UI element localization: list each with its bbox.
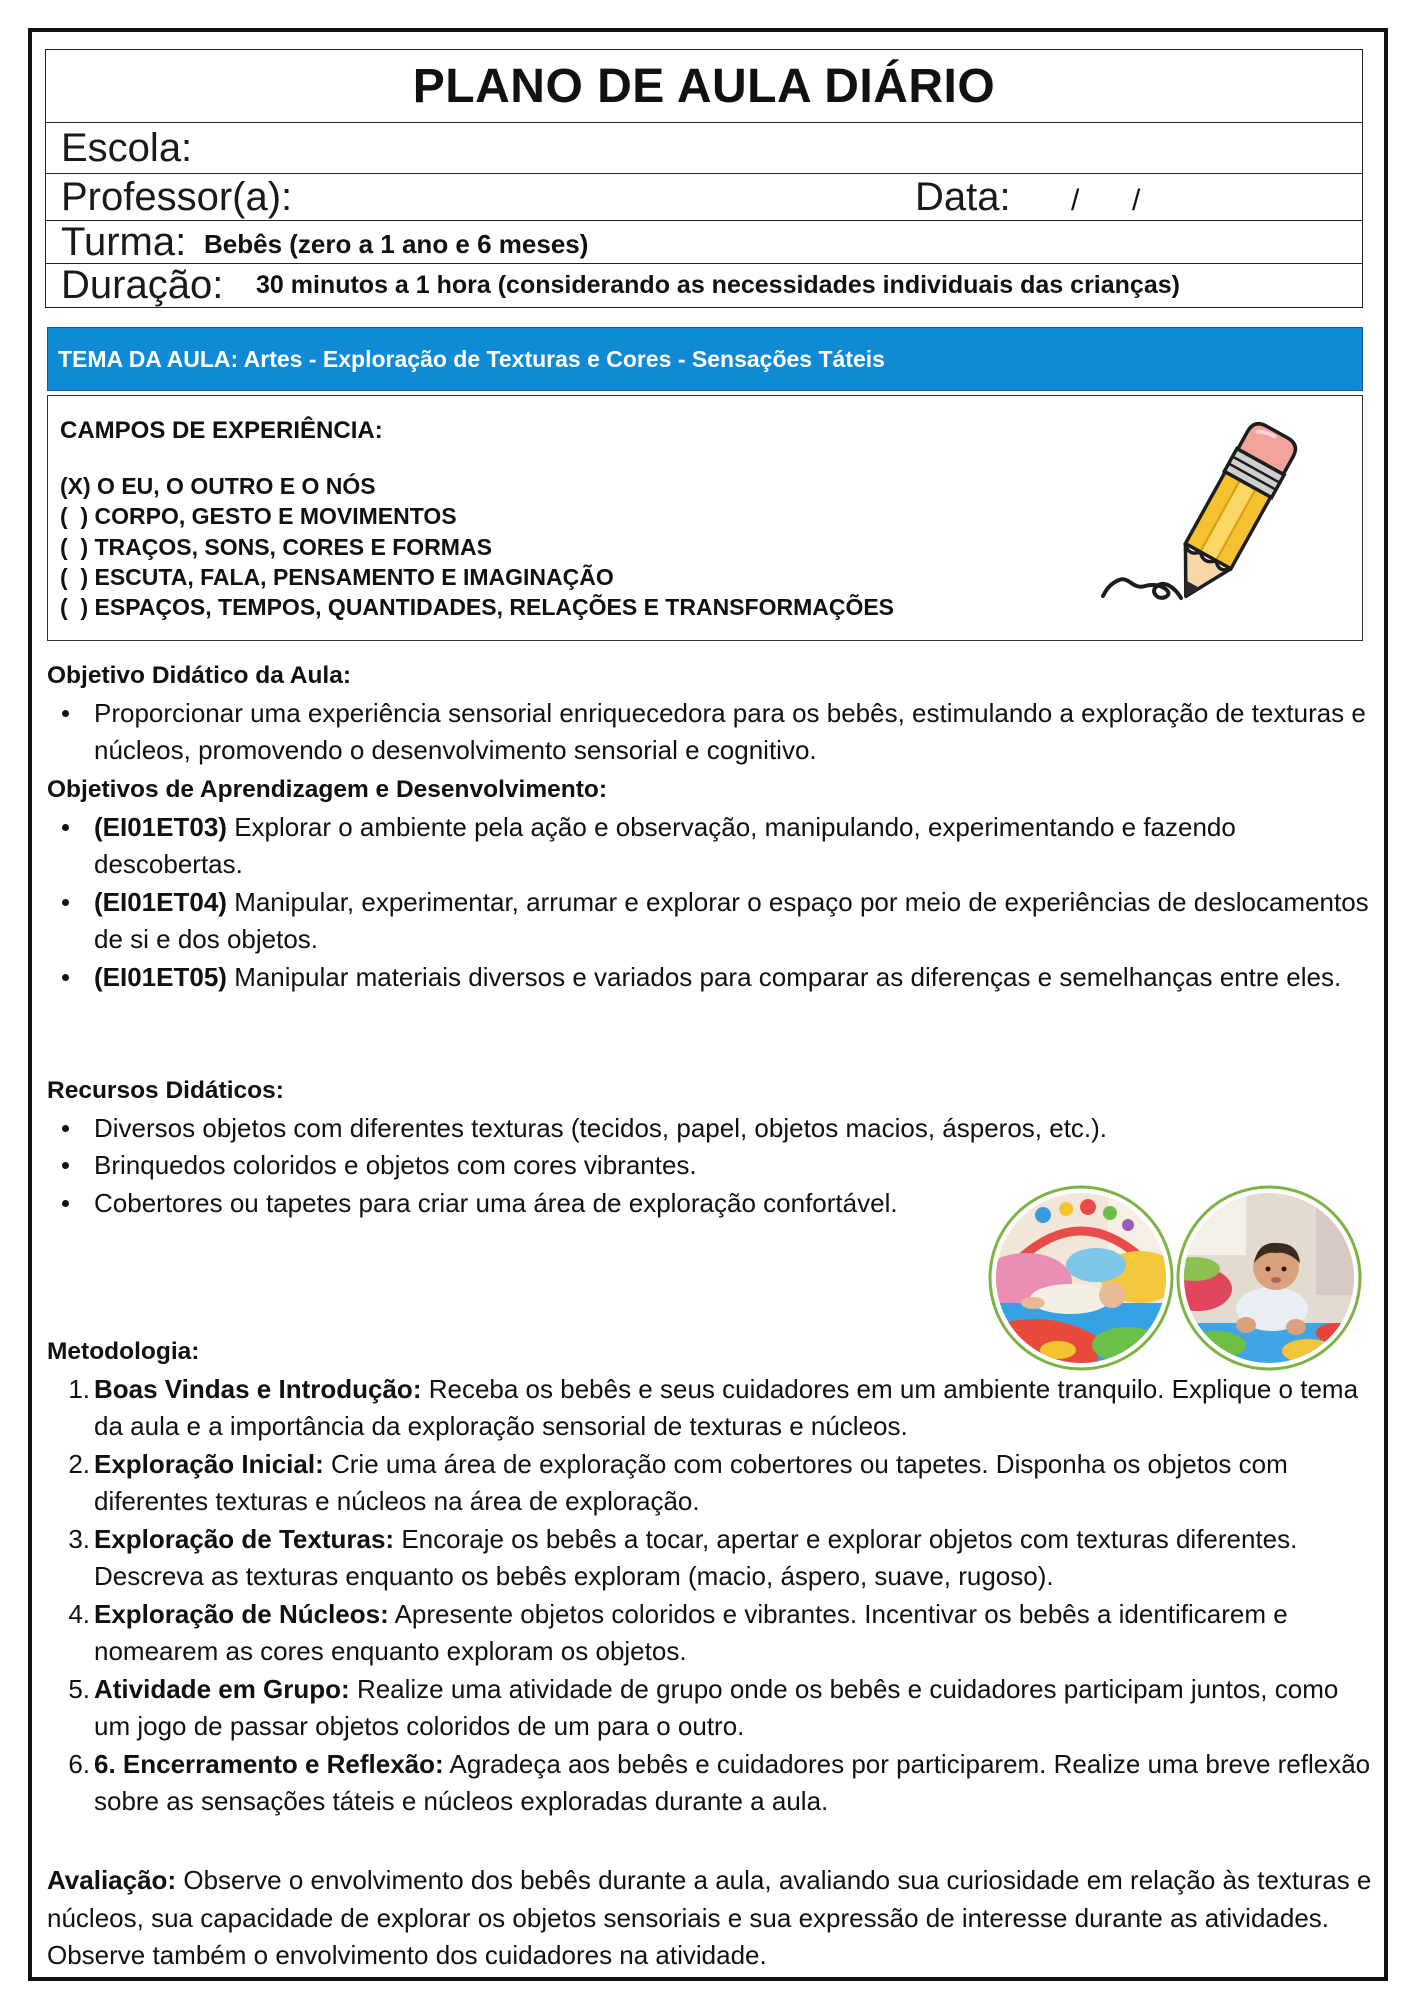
class-row [46,221,1362,264]
list-item: Diversos objetos com diferentes texturas (tecidos, papel, objetos macios, ásperos, etc.). [47,1110,1379,1148]
section-title: Recursos Didáticos: [47,1077,284,1104]
school-row [46,123,1362,174]
list-item [47,809,1379,884]
date-separator: / [1132,184,1141,217]
bullet-list [47,695,1379,770]
step-title: Atividade em Grupo: [94,1673,350,1704]
school-label: Escola: [61,125,193,170]
list-item [47,1671,1379,1746]
step-number: 2. [68,1448,90,1479]
date-label: Data: [915,174,1011,219]
experience-field-item: ( ) ESCUTA, FALA, PENSAMENTO E IMAGINAÇÃO [60,563,614,590]
methodology-section [47,1333,1379,1821]
step-text: Agradeça aos bebês e cuidadores por participarem. Realize uma breve reflexão sobre as sensações táteis e núcleos exploradas durante a aula. [94,1748,1371,1816]
objective-code: (EI01ET03) [94,811,227,842]
step-title: Exploração de Núcleos: [94,1598,389,1629]
section-title: Objetivos de Aprendizagem e Desenvolvimento: [47,776,608,803]
step-title: Exploração de Texturas: [94,1523,395,1554]
step-number: 4. [68,1598,90,1629]
step-number: 5. [68,1673,90,1704]
objective-code: (EI01ET04) [94,886,227,917]
experience-field-item: ( ) TRAÇOS, SONS, CORES E FORMAS [60,533,492,560]
date-separator: / [1071,184,1080,217]
objective-text: Manipular materiais diversos e variados para comparar as diferenças e semelhanças entre eles. [234,961,1342,992]
evaluation-label: Avaliação: [47,1865,177,1895]
step-text: Encoraje os bebês a tocar, apertar e explorar objetos com texturas diferentes. Descreva as texturas enquanto os bebês exploram (macio, áspero, suave, rugoso). [94,1523,1298,1591]
lesson-theme-text: TEMA DA AULA: Artes - Exploração de Texturas e Cores - Sensações Táteis [58,346,885,372]
list-item [47,884,1379,959]
duration-value: 30 minutos a 1 hora (considerando as necessidades individuais das crianças) [256,271,1180,299]
step-title: 6. Encerramento e Reflexão: [94,1748,444,1779]
evaluation-text: Observe o envolvimento dos bebês durante a aula, avaliando sua curiosidade em relação às texturas e núcleos, sua capacidade de explorar os objetos sensoriais e sua expressão de interesse durante as atividades. Observe também o envolvimento dos cuidadores na atividade. [47,1865,1372,1970]
list-item [47,1371,1379,1446]
step-number: 1. [68,1373,90,1404]
objective-text: Explorar o ambiente pela ação e observação, manipulando, experimentando e fazendo descobertas. [94,811,1236,879]
experience-fields-title: CAMPOS DE EXPERIÊNCIA: [60,417,383,444]
class-label: Turma: [61,219,187,264]
header-box [45,49,1363,308]
didactic-objective-section [47,657,1379,770]
experience-field-item: ( ) CORPO, GESTO E MOVIMENTOS [60,503,457,530]
list-item [47,1746,1379,1821]
step-text: Apresente objetos coloridos e vibrantes. Incentivar os bebês a identificarem e nomearem as cores enquanto exploram os objetos. [94,1598,1288,1666]
duration-row [46,264,1362,307]
objective-text: Manipular, experimentar, arrumar e explorar o espaço por meio de experiências de deslocamentos de si e dos objetos. [94,886,1369,954]
learning-objectives-section [47,771,1379,996]
step-number: 3. [68,1523,90,1554]
objective-code: (EI01ET05) [94,961,227,992]
teacher-label: Professor(a): [61,174,293,219]
duration-label: Duração: [61,263,224,307]
experience-field-item: (X) O EU, O OUTRO E O NÓS [60,473,376,499]
experience-field-item: ( ) ESPAÇOS, TEMPOS, QUANTIDADES, RELAÇÕES E TRANSFORMAÇÕES [60,594,895,621]
evaluation-section [47,1862,1379,1975]
numbered-list [47,1371,1379,1821]
experience-fields-box [47,395,1363,641]
section-title: Metodologia: [47,1338,200,1365]
lesson-theme-bar [47,327,1363,391]
list-item [47,1596,1379,1671]
step-text: Realize uma atividade de grupo onde os bebês e cuidadores participam juntos, como um jogo de passar objetos coloridos de um para o outro. [94,1673,1339,1741]
title-row [46,50,1362,123]
page-title: PLANO DE AULA DIÁRIO [412,59,996,113]
step-number: 6. [68,1748,90,1779]
experience-fields-list [60,471,894,622]
list-item: Cobertores ou tapetes para criar uma área de exploração confortável. [47,1185,1379,1223]
bullet-list [47,809,1379,997]
list-item: Proporcionar uma experiência sensorial enriquecedora para os bebês, estimulando a exploração de texturas e núcleos, promovendo o desenvolvimento sensorial e cognitivo. [47,695,1379,770]
class-value: Bebês (zero a 1 ano e 6 meses) [204,228,589,259]
list-item: Brinquedos coloridos e objetos com cores vibrantes. [47,1147,1379,1185]
step-title: Boas Vindas e Introdução: [94,1373,422,1404]
section-title: Objetivo Didático da Aula: [47,662,352,689]
list-item [47,1521,1379,1596]
step-title: Exploração Inicial: [94,1448,324,1479]
step-text: Crie uma área de exploração com cobertores ou tapetes. Disponha os objetos com diferentes texturas e núcleos na área de exploração. [94,1448,1288,1516]
list-item [47,959,1379,997]
evaluation-paragraph [47,1862,1379,1975]
list-item [47,1446,1379,1521]
pencil-icon [1099,406,1335,618]
teacher-row [46,174,1362,221]
step-text: Receba os bebês e seus cuidadores em um ambiente tranquilo. Explique o tema da aula e a importância da exploração sensorial de texturas e núcleos. [94,1373,1359,1441]
